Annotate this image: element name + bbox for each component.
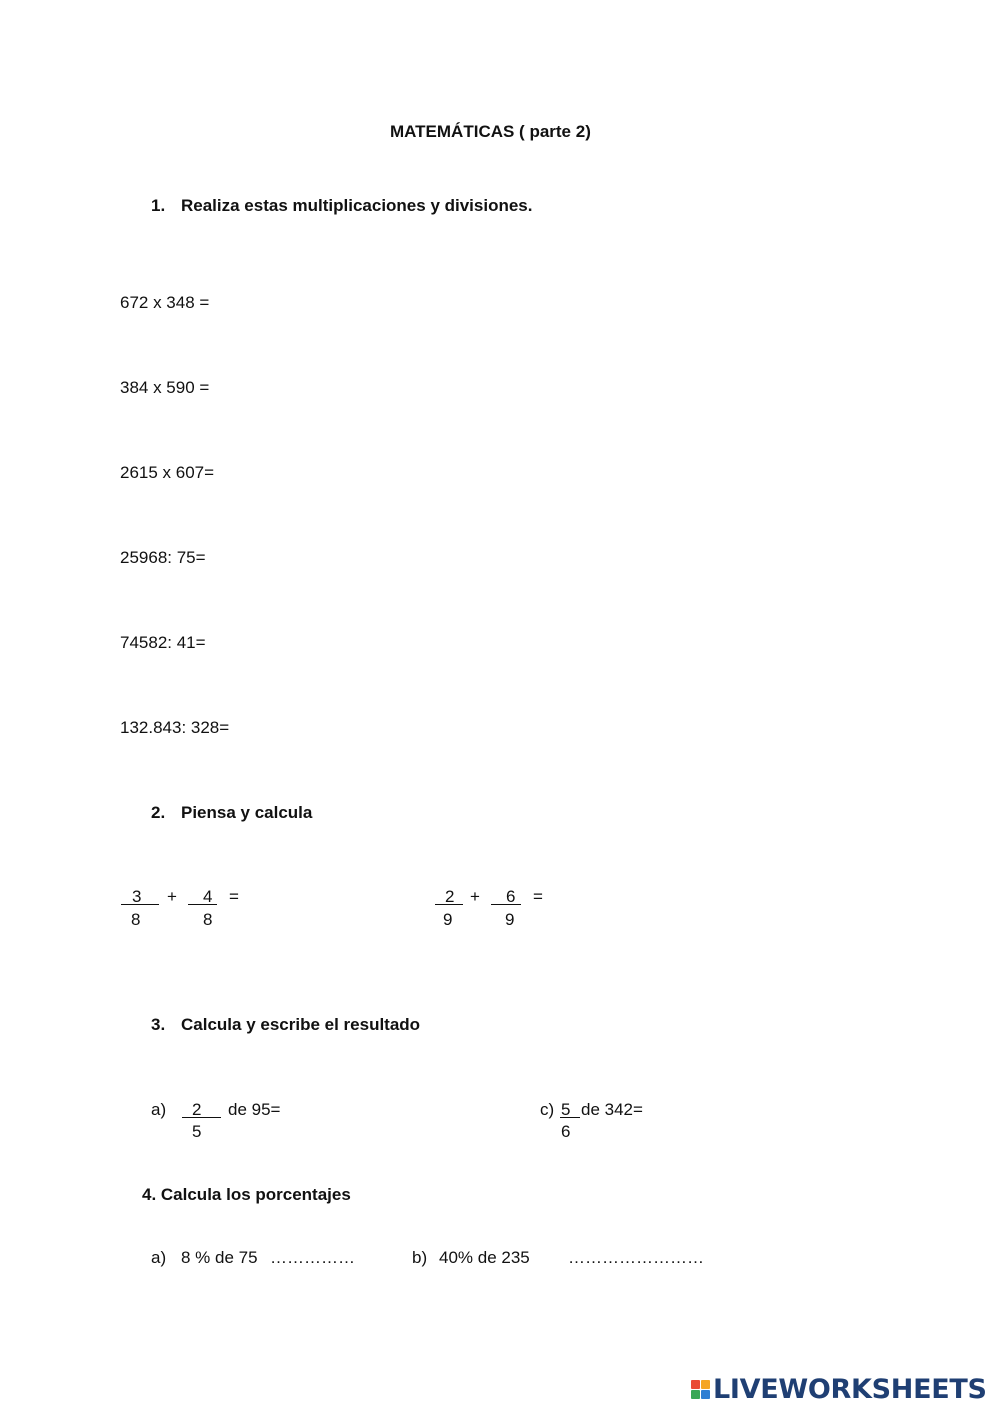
item-label-a: a) xyxy=(151,1248,167,1267)
fraction-text: de 95= xyxy=(228,1100,281,1119)
logo-square xyxy=(691,1380,700,1389)
logo-square xyxy=(701,1380,710,1389)
fraction-denominator: 8 xyxy=(203,910,213,929)
equals-sign: = xyxy=(533,887,543,906)
fraction-numerator: 5 xyxy=(561,1100,571,1119)
exercise-item: 384 x 590 = xyxy=(120,378,210,397)
section-2-number: 2. xyxy=(151,803,166,822)
fraction-numerator: 2 xyxy=(445,887,455,906)
page-title: MATEMÁTICAS ( parte 2) xyxy=(390,122,591,141)
section-3-heading: Calcula y escribe el resultado xyxy=(181,1015,421,1034)
exercise-item: 2615 x 607= xyxy=(120,463,215,482)
item-label-a: a) xyxy=(151,1100,167,1119)
item-label-c: c) xyxy=(540,1100,555,1119)
exercise-item: 672 x 348 = xyxy=(120,293,210,312)
fraction-denominator: 9 xyxy=(505,910,515,929)
fraction-numerator: 3 xyxy=(132,887,142,906)
percentage-item-b: 40% de 235 xyxy=(439,1248,530,1267)
percentage-item-a: 8 % de 75 xyxy=(181,1248,258,1267)
fraction-denominator: 6 xyxy=(561,1122,571,1141)
fraction-numerator: 6 xyxy=(506,887,516,906)
fraction-text: de 342= xyxy=(581,1100,643,1119)
section-4-heading: 4. Calcula los porcentajes xyxy=(142,1185,351,1204)
answer-blank[interactable]: …………… xyxy=(270,1248,355,1267)
fraction-bar xyxy=(182,1117,221,1118)
logo-text: LIVEWORKSHEETS xyxy=(713,1373,987,1405)
plus-sign: + xyxy=(167,887,177,906)
section-1-heading: Realiza estas multiplicaciones y divisiones. xyxy=(181,196,533,215)
fraction-denominator: 9 xyxy=(443,910,453,929)
section-3-number: 3. xyxy=(151,1015,166,1034)
fraction-numerator: 2 xyxy=(192,1100,202,1119)
exercise-item: 132.843: 328= xyxy=(120,718,230,737)
fraction-numerator: 4 xyxy=(203,887,213,906)
liveworksheets-logo-icon xyxy=(691,1380,710,1399)
plus-sign: + xyxy=(470,887,480,906)
answer-blank[interactable]: …………………… xyxy=(568,1248,704,1267)
item-label-b: b) xyxy=(412,1248,428,1267)
logo-square xyxy=(691,1390,700,1399)
exercise-item: 25968: 75= xyxy=(120,548,206,567)
fraction-denominator: 8 xyxy=(131,910,141,929)
liveworksheets-logo[interactable] xyxy=(691,1374,987,1404)
fraction-denominator: 5 xyxy=(192,1122,202,1141)
logo-square xyxy=(701,1390,710,1399)
equals-sign: = xyxy=(229,887,239,906)
section-1-number: 1. xyxy=(151,196,166,215)
exercise-item: 74582: 41= xyxy=(120,633,206,652)
section-2-heading: Piensa y calcula xyxy=(181,803,313,822)
